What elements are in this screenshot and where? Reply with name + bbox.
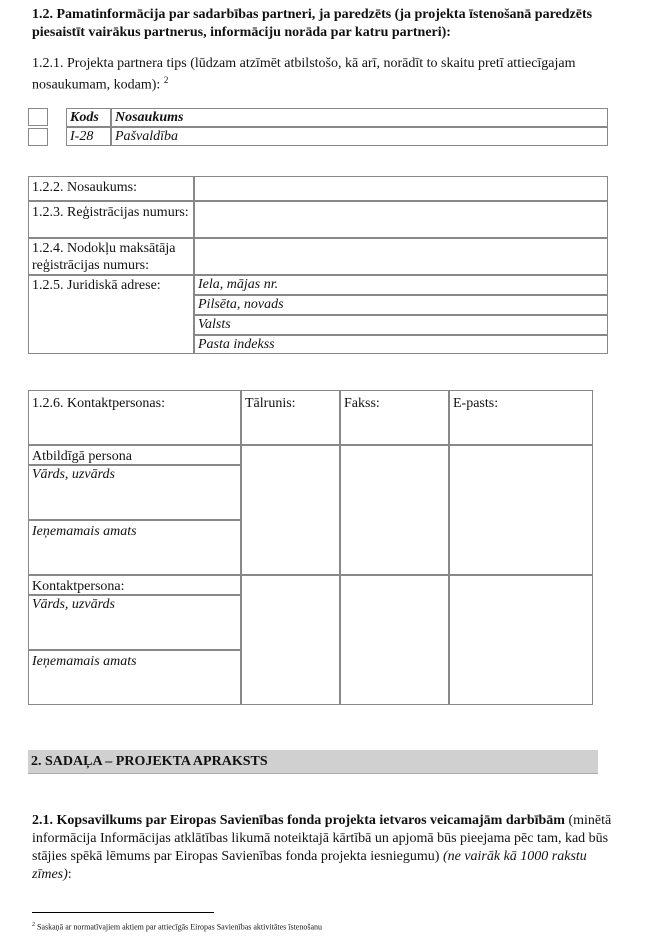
footnote — [32, 920, 322, 933]
footnote-number: 2 — [32, 922, 35, 928]
name-label: 1.2.2. Nosaukums: — [28, 176, 194, 201]
section-heading: 1.2. Pamatinformācija par sadarbības partneri, ja paredzēts (ja projekta īstenošanā paredzēts piesaistīt vairākus partnerus, informāciju norāda par katru partneri): — [32, 7, 593, 40]
responsible-name-field[interactable]: Vārds, uzvārds — [28, 465, 241, 520]
country-field[interactable]: Valsts — [194, 315, 608, 335]
phone-header: Tālrunis: — [241, 390, 340, 445]
footnote-text: Saskaņā ar normatīvajiem aktiem par attiecīgās Eiropas Savienības aktivitātes īstenošanu — [35, 922, 323, 932]
responsible-fax-field[interactable] — [340, 445, 449, 575]
email-header: E-pasts: — [449, 390, 593, 445]
fax-header: Fakss: — [340, 390, 449, 445]
summary-text: (minētā informācija Informācijas atklātības likumā noteiktajā kārtībā un apjomā būs pieejama pēc tam, kad būs stājies spēkā lēmums par Eiropas Savienības fonda projekta iesniegumu) — [32, 813, 612, 864]
footnote-divider — [32, 912, 214, 913]
partner-type-text — [32, 55, 632, 94]
footnote-ref: 2 — [163, 75, 169, 85]
contact-name-field[interactable]: Vārds, uzvārds — [28, 595, 241, 650]
col-code-header: Kods — [66, 108, 111, 127]
contact-email-field[interactable] — [449, 575, 593, 705]
contacts-label: 1.2.6. Kontaktpersonas: — [28, 390, 241, 445]
contact-phone-field[interactable] — [241, 575, 340, 705]
address-label: 1.2.5. Juridiskā adrese: — [28, 275, 194, 354]
postal-field[interactable]: Pasta indekss — [194, 335, 608, 354]
summary-paragraph — [32, 812, 617, 884]
contact-fax-field[interactable] — [340, 575, 449, 705]
responsible-position-field[interactable]: Ieņemamais amats — [28, 520, 241, 575]
contact-person-label: Kontaktpersona: — [28, 575, 241, 595]
partner-type-label: 1.2.1. Projekta partnera tips (lūdzam atzīmēt atbilstošo, kā arī, norādīt to skaitu pretī attiecīgajam nosaukumam, kodam): — [32, 56, 576, 93]
city-field[interactable]: Pilsēta, novads — [194, 295, 608, 315]
reg-label: 1.2.3. Reģistrācijas numurs: — [28, 201, 194, 238]
responsible-email-field[interactable] — [449, 445, 593, 575]
reg-number-field[interactable] — [194, 201, 608, 238]
summary-end: : — [67, 867, 72, 882]
section-2-title: 2. SADAĻA – PROJEKTA APRAKSTS — [28, 750, 598, 774]
row-name-cell: Pašvaldība — [111, 127, 608, 146]
summary-limit: (ne vairāk kā 1000 rakstu zīmes) — [32, 849, 587, 882]
street-field[interactable]: Iela, mājas nr. — [194, 275, 608, 295]
summary-heading: 2.1. Kopsavilkums par Eiropas Savienības fonda projekta ietvaros veicamajām darbībām — [32, 813, 565, 828]
partner-type-checkbox-header[interactable] — [28, 108, 48, 126]
name-field[interactable] — [194, 176, 608, 201]
partner-type-checkbox[interactable] — [28, 128, 48, 146]
tax-number-field[interactable] — [194, 238, 608, 275]
tax-label: 1.2.4. Nodokļu maksātāja reģistrācijas numurs: — [28, 238, 194, 275]
row-code-cell: I-28 — [66, 127, 111, 146]
responsible-phone-field[interactable] — [241, 445, 340, 575]
contact-position-field[interactable]: Ieņemamais amats — [28, 650, 241, 705]
col-name-header: Nosaukums — [111, 108, 608, 127]
responsible-label: Atbildīgā persona — [28, 445, 241, 465]
